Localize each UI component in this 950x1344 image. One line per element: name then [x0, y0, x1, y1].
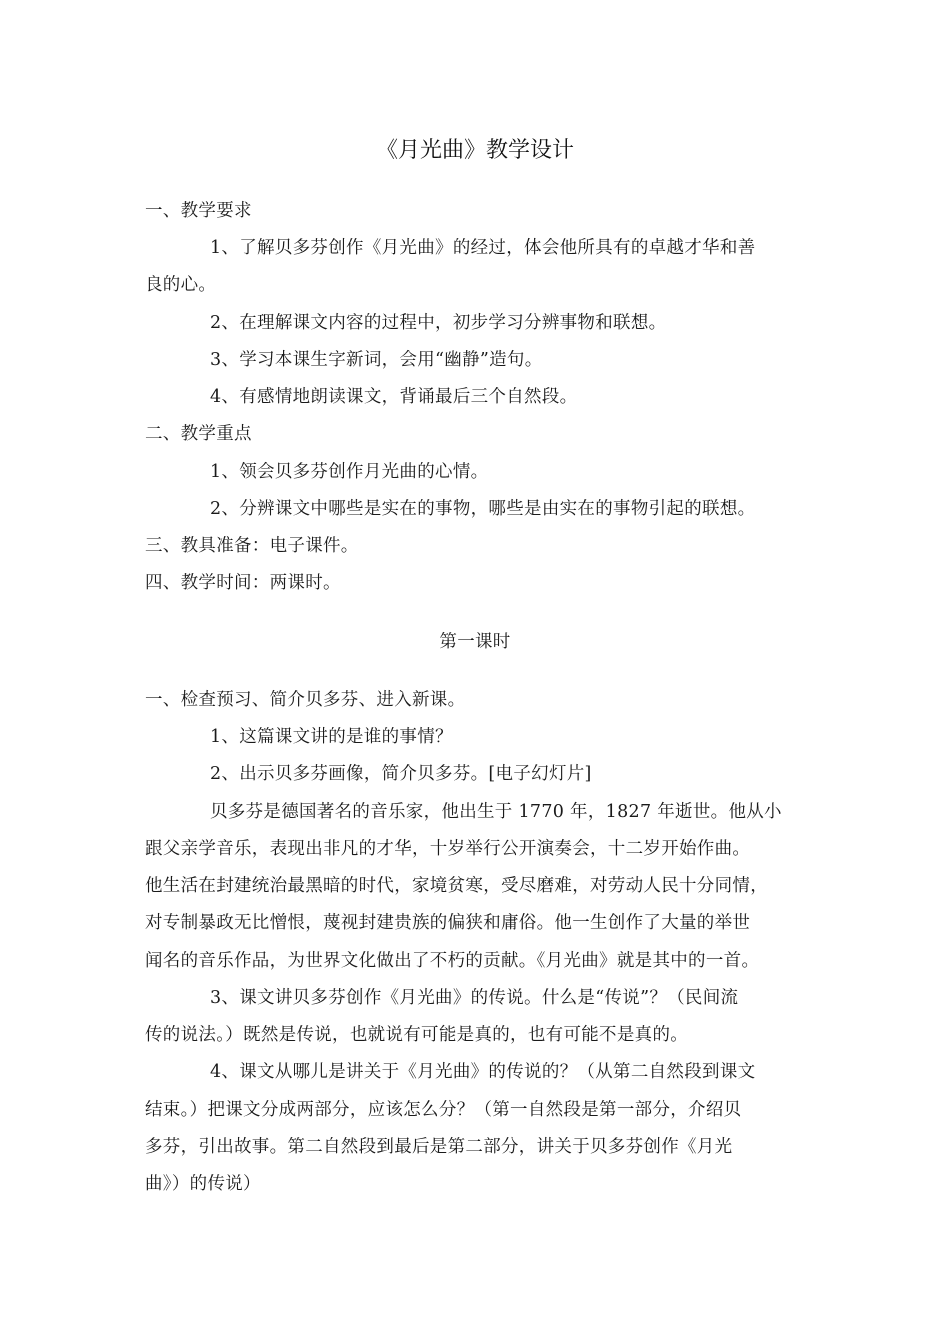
lesson-item-3-line-2: 传的说法。）既然是传说，也就说有可能是真的，也有可能不是真的。 — [145, 1025, 689, 1045]
beethoven-intro-line-1: 贝多芬是德国著名的音乐家，他出生于 1770 年，1827 年逝世。他从小 — [210, 802, 782, 822]
lesson-item-2: 2、出示贝多芬画像，简介贝多芬。[电子幻灯片] — [210, 764, 592, 784]
requirement-1-line-1: 1、了解贝多芬创作《月光曲》的经过，体会他所具有的卓越才华和善 — [210, 238, 756, 258]
section-heading-key-points: 二、教学重点 — [145, 424, 252, 444]
section-heading-time: 四、教学时间：两课时。 — [145, 573, 341, 593]
lesson-heading: 第一课时 — [439, 632, 511, 652]
section-heading-materials: 三、教具准备：电子课件。 — [145, 536, 359, 556]
lesson-section-heading: 一、检查预习、简介贝多芬、进入新课。 — [145, 690, 466, 710]
lesson-item-4-line-3: 多芬，引出故事。第二自然段到最后是第二部分，讲关于贝多芬创作《月光 — [145, 1137, 733, 1157]
lesson-item-3-line-1: 3、课文讲贝多芬创作《月光曲》的传说。什么是“传说”？（民间流 — [210, 988, 739, 1008]
requirement-1-line-2: 良的心。 — [145, 275, 217, 295]
lesson-item-4-line-2: 结束。）把课文分成两部分，应该怎么分？（第一自然段是第一部分，介绍贝 — [145, 1100, 742, 1120]
lesson-item-4-line-1: 4、课文从哪儿是讲关于《月光曲》的传说的？（从第二自然段到课文 — [210, 1062, 756, 1082]
lesson-item-1: 1、这篇课文讲的是谁的事情？ — [210, 727, 453, 747]
document-title: 《月光曲》教学设计 — [375, 138, 574, 163]
beethoven-intro-line-4: 对专制暴政无比憎恨，蔑视封建贵族的偏狭和庸俗。他一生创作了大量的举世 — [145, 913, 751, 933]
beethoven-intro-line-5: 闻名的音乐作品，为世界文化做出了不朽的贡献。《月光曲》就是其中的一首。 — [145, 951, 760, 971]
requirement-2: 2、在理解课文内容的过程中，初步学习分辨事物和联想。 — [210, 313, 667, 333]
requirement-4: 4、有感情地朗读课文，背诵最后三个自然段。 — [210, 387, 578, 407]
section-heading-requirements: 一、教学要求 — [145, 201, 252, 221]
beethoven-intro-line-3: 他生活在封建统治最黑暗的时代，家境贫寒，受尽磨难，对劳动人民十分同情， — [145, 876, 768, 896]
beethoven-intro-line-2: 跟父亲学音乐，表现出非凡的才华，十岁举行公开演奏会，十二岁开始作曲。 — [145, 839, 751, 859]
key-point-2: 2、分辨课文中哪些是实在的事物，哪些是由实在的事物引起的联想。 — [210, 499, 756, 519]
key-point-1: 1、领会贝多芬创作月光曲的心情。 — [210, 462, 489, 482]
lesson-item-4-line-4: 曲》）的传说） — [145, 1174, 261, 1194]
requirement-3: 3、学习本课生字新词，会用“幽静”造句。 — [210, 350, 543, 370]
